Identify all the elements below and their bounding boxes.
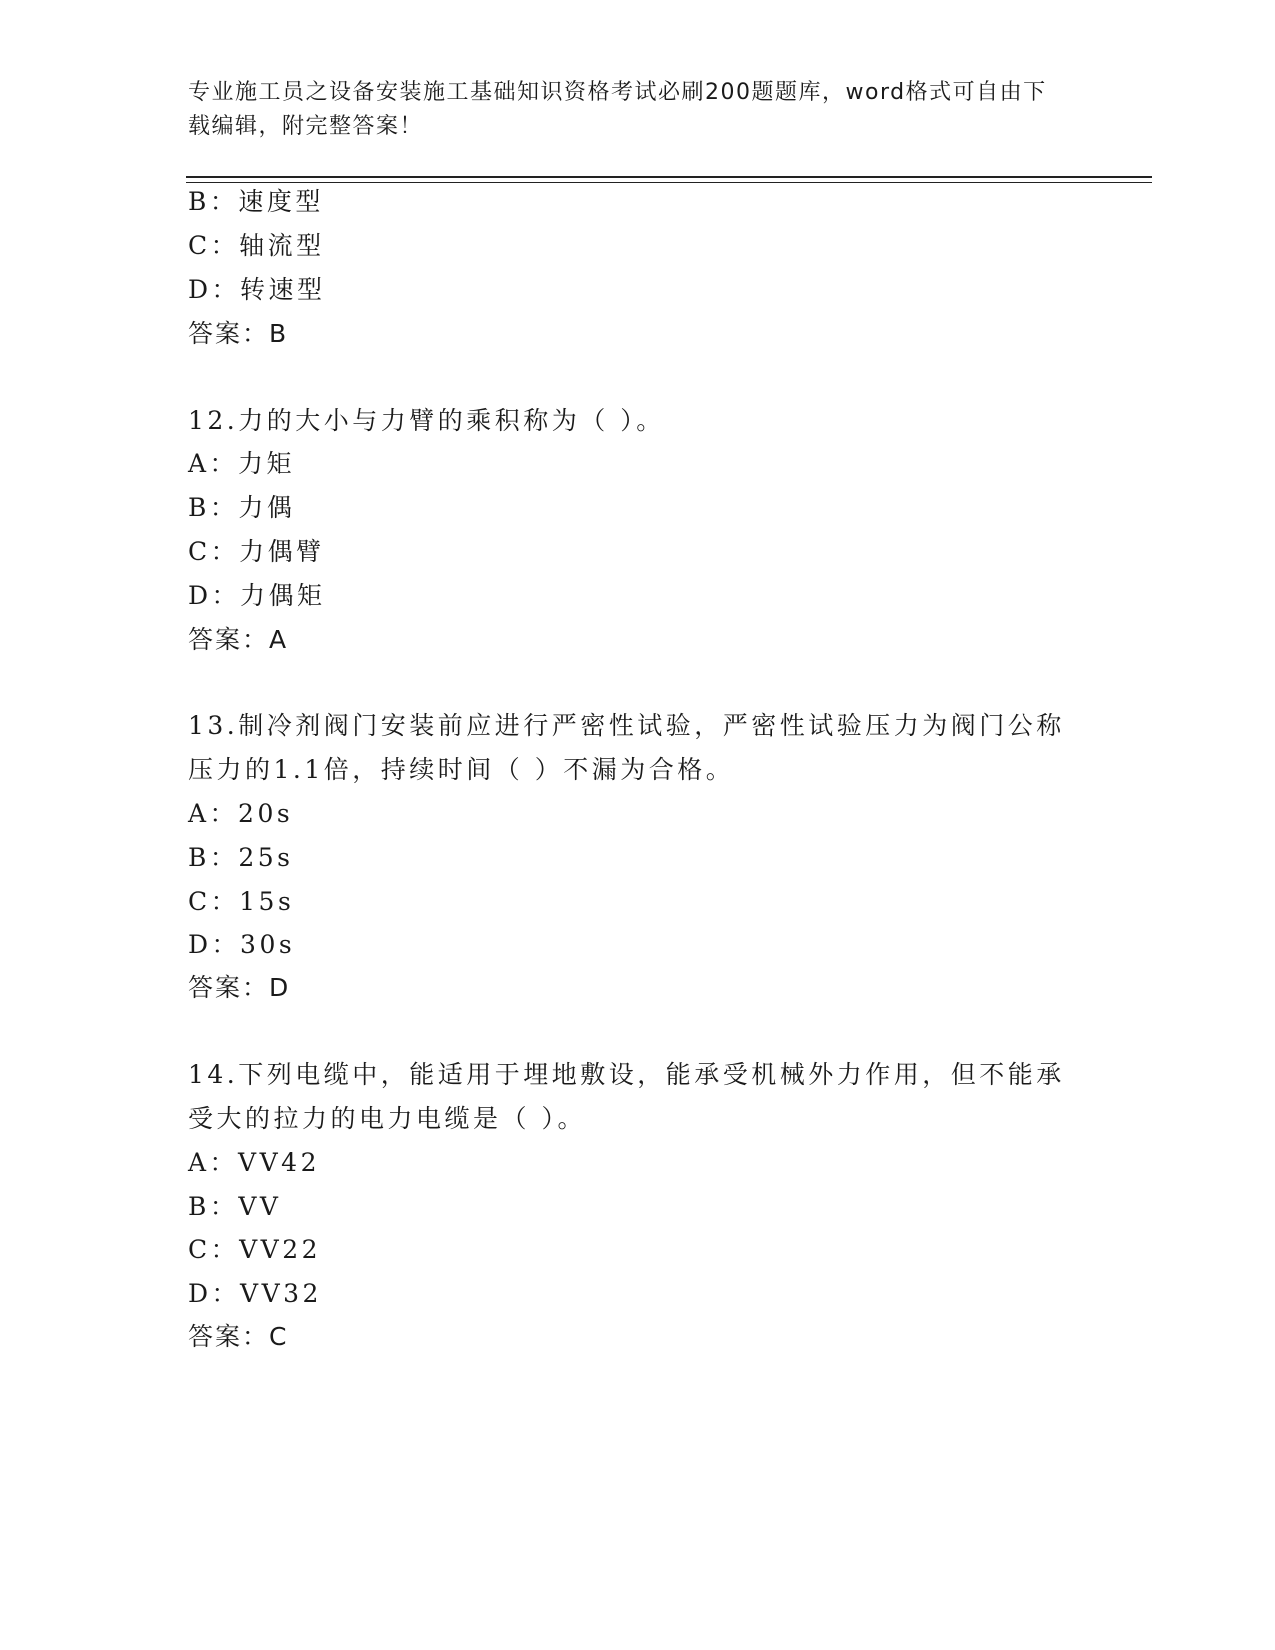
q12-option-b: B：力偶: [188, 493, 296, 522]
q11-option-c: C：轴流型: [188, 231, 325, 260]
q13-answer: 答案：D: [188, 973, 291, 1002]
header-divider-thin: [186, 182, 1152, 183]
q12-answer: 答案：A: [188, 625, 289, 654]
q14-question-line1: 14.下列电缆中，能适用于埋地敷设，能承受机械外力作用，但不能承: [188, 1060, 1065, 1089]
header-divider: [186, 176, 1152, 178]
q14-option-c: C：VV22: [188, 1235, 322, 1264]
q14-option-b: B：VV: [188, 1192, 282, 1221]
q12-option-a: A：力矩: [188, 449, 296, 478]
q13-option-c: C：15s: [188, 887, 295, 916]
q13-option-a: A：20s: [188, 799, 294, 828]
q14-option-d: D：VV32: [188, 1279, 322, 1308]
q12-option-d: D：力偶矩: [188, 581, 326, 610]
q12-option-c: C：力偶臂: [188, 537, 325, 566]
q13-question-line2: 压力的1.1倍，持续时间（ ）不漏为合格。: [188, 755, 735, 784]
document-header: 专业施工员之设备安装施工基础知识资格考试必刷200题题库，word格式可自由下载编辑，附完整答案！: [188, 80, 1047, 139]
q13-question-line1: 13.制冷剂阀门安装前应进行严密性试验，严密性试验压力为阀门公称: [188, 711, 1065, 740]
q14-option-a: A：VV42: [188, 1148, 320, 1177]
q11-option-d: D：转速型: [188, 275, 326, 304]
q12-question: 12.力的大小与力臂的乘积称为（ ）。: [188, 406, 665, 435]
q14-answer: 答案：C: [188, 1322, 289, 1351]
q13-option-b: B：25s: [188, 843, 294, 872]
q13-option-d: D：30s: [188, 930, 296, 959]
q11-answer: 答案：B: [188, 319, 289, 348]
q14-question-line2: 受大的拉力的电力电缆是（ ）。: [188, 1104, 586, 1133]
q11-option-b: B：速度型: [188, 187, 324, 216]
